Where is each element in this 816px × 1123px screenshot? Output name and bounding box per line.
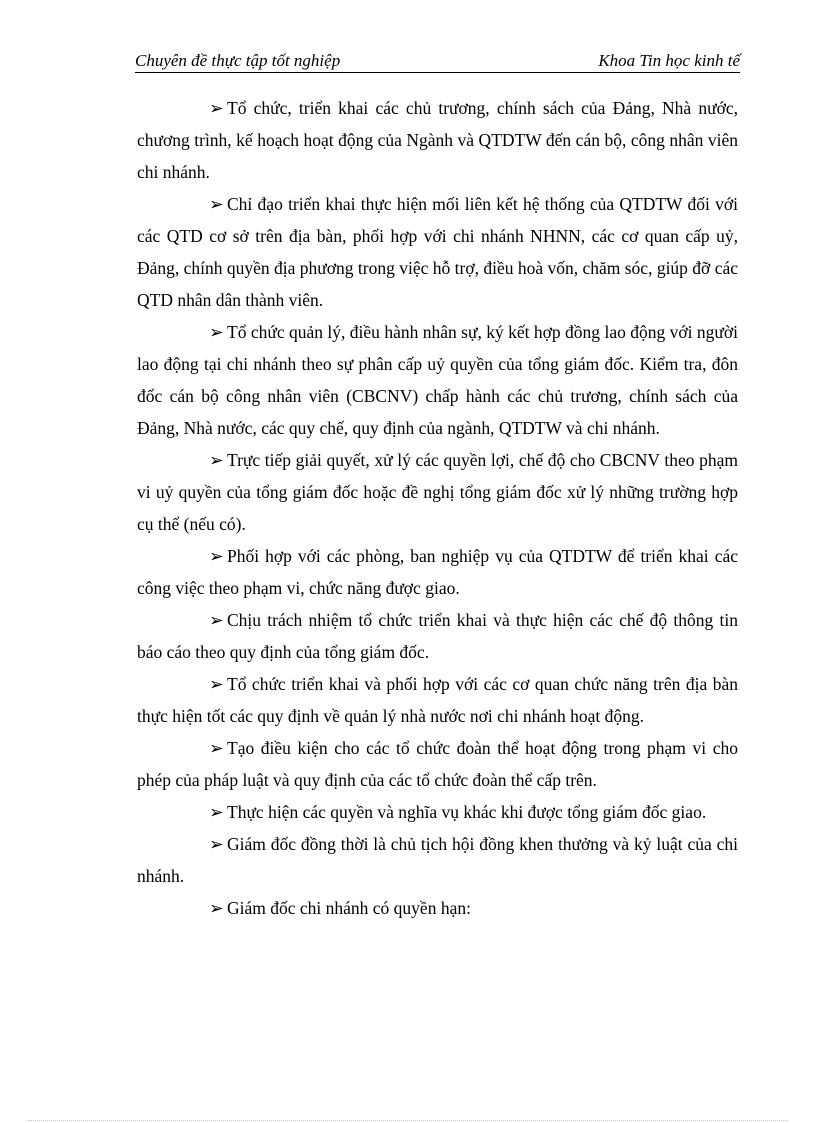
arrow-bullet-icon: ➢: [209, 450, 224, 470]
paragraph-text: Chỉ đạo triển khai thực hiện mối liên kết hệ thống của QTDTW đối với các QTD cơ sở trên địa bàn, phối hợp với chi nhánh NHNN, các cơ quan cấp uỷ, Đảng, chính quyền địa phương trong việc hỗ trợ, điều hoà vốn, chăm sóc, giúp đỡ các QTD nhân dân thành viên.: [137, 194, 738, 310]
paragraph-text: Thực hiện các quyền và nghĩa vụ khác khi được tổng giám đốc giao.: [227, 802, 707, 822]
paragraph-text: Phối hợp với các phòng, ban nghiệp vụ của QTDTW để triển khai các công việc theo phạm vi, chức năng được giao.: [137, 546, 738, 598]
paragraph-text: Giám đốc chi nhánh có quyền hạn:: [227, 898, 471, 918]
bullet-paragraph: [137, 92, 738, 188]
bullet-paragraph: [137, 604, 738, 668]
arrow-bullet-icon: ➢: [209, 898, 224, 918]
bullet-paragraph: [137, 316, 738, 444]
page-bottom-border: [28, 1120, 788, 1121]
paragraph-text: Tạo điều kiện cho các tổ chức đoàn thể hoạt động trong phạm vi cho phép của pháp luật và quy định của các tổ chức đoàn thể cấp trên.: [137, 738, 738, 790]
header-left-title: Chuyên đề thực tập tốt nghiệp: [135, 51, 341, 70]
bullet-paragraph: [137, 796, 738, 828]
arrow-bullet-icon: ➢: [209, 802, 224, 822]
bullet-paragraph: [137, 732, 738, 796]
bullet-paragraph: [137, 668, 738, 732]
arrow-bullet-icon: ➢: [209, 610, 224, 630]
paragraph-text: Giám đốc đồng thời là chủ tịch hội đồng khen thưởng và kỷ luật của chi nhánh.: [137, 834, 738, 886]
arrow-bullet-icon: ➢: [209, 546, 224, 566]
arrow-bullet-icon: ➢: [209, 674, 224, 694]
bullet-paragraph: [137, 540, 738, 604]
bullet-paragraph: [137, 828, 738, 892]
bullet-paragraph: [137, 892, 738, 924]
arrow-bullet-icon: ➢: [209, 834, 224, 854]
paragraph-text: Tổ chức triển khai và phối hợp với các cơ quan chức năng trên địa bàn thực hiện tốt các quy định về quản lý nhà nước nơi chi nhánh hoạt động.: [137, 674, 738, 726]
paragraph-text: Tổ chức quản lý, điều hành nhân sự, ký kết hợp đồng lao động với người lao động tại chi nhánh theo sự phân cấp uỷ quyền của tổng giám đốc. Kiểm tra, đôn đốc cán bộ công nhân viên (CBCNV) chấp hành các chủ trương, chính sách của Đảng, Nhà nước, các quy chế, quy định của ngành, QTDTW và chi nhánh.: [137, 322, 738, 438]
arrow-bullet-icon: ➢: [209, 98, 224, 118]
paragraph-text: Trực tiếp giải quyết, xử lý các quyền lợi, chế độ cho CBCNV theo phạm vi uỷ quyền của tổng giám đốc hoặc đề nghị tổng giám đốc xử lý những trường hợp cụ thể (nếu có).: [137, 450, 738, 534]
arrow-bullet-icon: ➢: [209, 738, 224, 758]
bullet-paragraph: [137, 444, 738, 540]
bullet-paragraph: [137, 188, 738, 316]
arrow-bullet-icon: ➢: [209, 322, 224, 342]
arrow-bullet-icon: ➢: [209, 194, 224, 214]
document-body: [137, 92, 738, 924]
paragraph-text: Chịu trách nhiệm tổ chức triển khai và thực hiện các chế độ thông tin báo cáo theo quy định của tổng giám đốc.: [137, 610, 738, 662]
page-header: [135, 50, 740, 73]
header-right-title: Khoa Tin học kinh tế: [598, 51, 740, 70]
paragraph-text: Tổ chức, triển khai các chủ trương, chính sách của Đảng, Nhà nước, chương trình, kế hoạch hoạt động của Ngành và QTDTW đến cán bộ, công nhân viên chi nhánh.: [137, 98, 738, 182]
